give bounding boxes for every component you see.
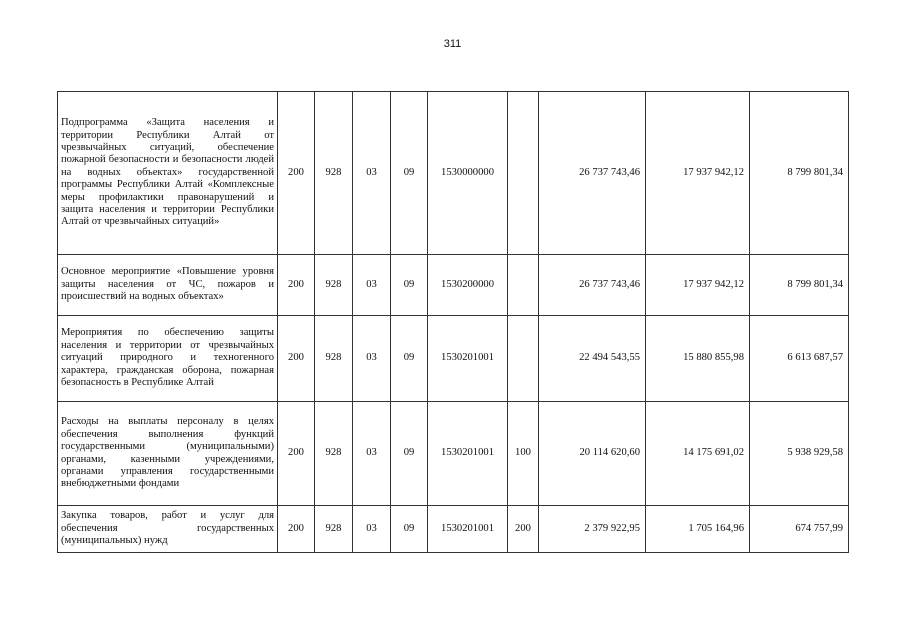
cell-amount-3: 8 799 801,34 xyxy=(750,255,849,316)
table-row xyxy=(58,316,849,402)
cell-code-1: 200 xyxy=(278,316,315,402)
cell-section: 03 xyxy=(353,506,391,553)
cell-amount-3: 8 799 801,34 xyxy=(750,92,849,255)
table-row xyxy=(58,92,849,255)
cell-subsection: 09 xyxy=(391,506,428,553)
cell-expense-type xyxy=(508,255,539,316)
cell-subsection: 09 xyxy=(391,316,428,402)
cell-amount-3: 6 613 687,57 xyxy=(750,316,849,402)
cell-amount-3: 5 938 929,58 xyxy=(750,402,849,506)
cell-amount-1: 2 379 922,95 xyxy=(539,506,646,553)
cell-target-code: 1530201001 xyxy=(428,402,508,506)
table-row xyxy=(58,506,849,553)
cell-code-2: 928 xyxy=(315,92,353,255)
cell-amount-2: 1 705 164,96 xyxy=(646,506,750,553)
cell-amount-3: 674 757,99 xyxy=(750,506,849,553)
row-name: Мероприятия по обеспечению защиты населения и территории от чрезвычайных ситуаций природного и техногенного характера, гражданская оборона, пожарная безопасность в Республике Алтай xyxy=(58,316,278,402)
cell-amount-2: 15 880 855,98 xyxy=(646,316,750,402)
cell-amount-2: 14 175 691,02 xyxy=(646,402,750,506)
cell-code-2: 928 xyxy=(315,506,353,553)
cell-code-1: 200 xyxy=(278,92,315,255)
cell-code-2: 928 xyxy=(315,402,353,506)
cell-target-code: 1530000000 xyxy=(428,92,508,255)
cell-amount-1: 20 114 620,60 xyxy=(539,402,646,506)
budget-table xyxy=(57,91,849,553)
table-row xyxy=(58,402,849,506)
row-name: Закупка товаров, работ и услуг для обеспечения государственных (муниципальных) нужд xyxy=(58,506,278,553)
cell-amount-1: 22 494 543,55 xyxy=(539,316,646,402)
cell-code-2: 928 xyxy=(315,316,353,402)
cell-expense-type xyxy=(508,92,539,255)
cell-expense-type: 200 xyxy=(508,506,539,553)
cell-subsection: 09 xyxy=(391,92,428,255)
row-name: Подпрограмма «Защита населения и территории Республики Алтай от чрезвычайных ситуаций, обеспечение пожарной безопасности и безопасности людей на водных объектах» государственной программы Республики Алтай «Комплексные меры профилактики правонарушений и защита населения и территории Республики Алтай от чрезвычайных ситуаций» xyxy=(58,92,278,255)
cell-code-1: 200 xyxy=(278,402,315,506)
cell-amount-2: 17 937 942,12 xyxy=(646,92,750,255)
cell-section: 03 xyxy=(353,255,391,316)
cell-amount-1: 26 737 743,46 xyxy=(539,92,646,255)
cell-code-2: 928 xyxy=(315,255,353,316)
cell-amount-1: 26 737 743,46 xyxy=(539,255,646,316)
cell-target-code: 1530200000 xyxy=(428,255,508,316)
row-name: Основное мероприятие «Повышение уровня защиты населения от ЧС, пожаров и происшествий на водных объектах» xyxy=(58,255,278,316)
cell-target-code: 1530201001 xyxy=(428,316,508,402)
cell-section: 03 xyxy=(353,92,391,255)
cell-amount-2: 17 937 942,12 xyxy=(646,255,750,316)
cell-code-1: 200 xyxy=(278,255,315,316)
cell-target-code: 1530201001 xyxy=(428,506,508,553)
cell-code-1: 200 xyxy=(278,506,315,553)
cell-section: 03 xyxy=(353,402,391,506)
cell-subsection: 09 xyxy=(391,402,428,506)
cell-expense-type xyxy=(508,316,539,402)
table-row xyxy=(58,255,849,316)
cell-subsection: 09 xyxy=(391,255,428,316)
cell-section: 03 xyxy=(353,316,391,402)
cell-expense-type: 100 xyxy=(508,402,539,506)
row-name: Расходы на выплаты персоналу в целях обеспечения выполнения функций государственными (муниципальными) органами, казенными учреждениями, органами управления государственными внебюджетными фондами xyxy=(58,402,278,506)
page-number: 311 xyxy=(443,38,462,50)
